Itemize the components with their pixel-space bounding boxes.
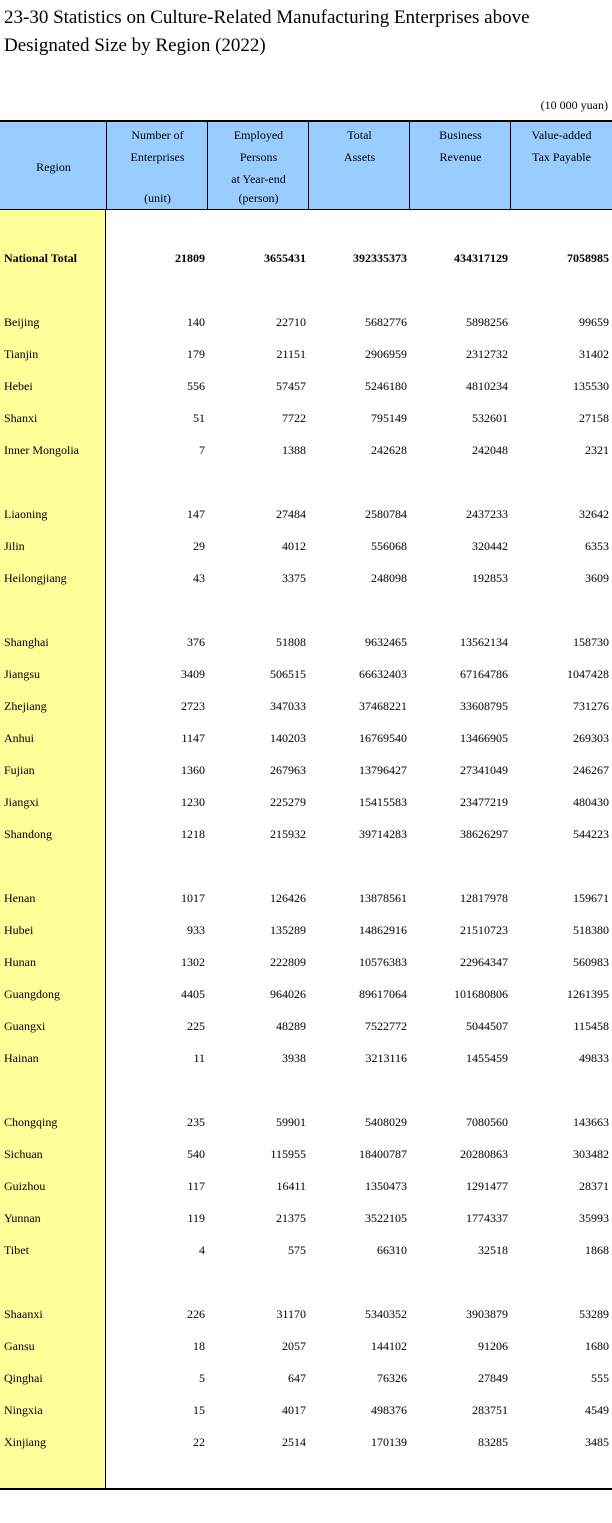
assets-cell: 498376	[371, 1403, 407, 1417]
assets-cell: 13878561	[359, 891, 407, 905]
assets-cell: 556068	[371, 539, 407, 553]
employed-cell: 2057	[282, 1339, 306, 1353]
revenue-cell: 91206	[478, 1339, 508, 1353]
employed-cell: 2514	[282, 1435, 306, 1449]
assets-cell: 392335373	[353, 251, 407, 265]
region-cell: Shanxi	[4, 411, 38, 425]
assets-cell: 1350473	[365, 1179, 407, 1193]
employed-cell: 222809	[270, 955, 306, 969]
tax-cell: 3485	[585, 1435, 609, 1449]
assets-cell: 248098	[371, 571, 407, 585]
tax-cell: 143663	[573, 1115, 609, 1129]
revenue-cell: 27849	[478, 1371, 508, 1385]
enterprises-cell: 15	[193, 1403, 205, 1417]
region-cell: Anhui	[4, 731, 34, 745]
revenue-cell: 5044507	[466, 1019, 508, 1033]
assets-cell: 16769540	[359, 731, 407, 745]
region-cell: Sichuan	[4, 1147, 43, 1161]
enterprises-cell: 119	[187, 1211, 205, 1225]
table-row	[0, 370, 612, 402]
tax-cell: 35993	[579, 1211, 609, 1225]
assets-cell: 13796427	[359, 763, 407, 777]
assets-cell: 37468221	[359, 699, 407, 713]
region-cell: Tibet	[4, 1243, 29, 1257]
header-revenue-line-2: Revenue	[439, 150, 482, 164]
enterprises-cell: 117	[187, 1179, 205, 1193]
table-row	[0, 722, 612, 754]
employed-cell: 126426	[270, 891, 306, 905]
tax-cell: 731276	[573, 699, 609, 713]
header-assets-line-2: Assets	[343, 150, 376, 164]
employed-cell: 1388	[282, 443, 306, 457]
tax-cell: 269303	[573, 731, 609, 745]
tax-cell: 246267	[573, 763, 609, 777]
region-cell: Beijing	[4, 315, 40, 329]
employed-cell: 964026	[270, 987, 306, 1001]
enterprises-cell: 1147	[181, 731, 205, 745]
employed-cell: 4017	[282, 1403, 306, 1417]
region-cell: Zhejiang	[4, 699, 47, 713]
header-assets-line-1: Total	[347, 128, 372, 142]
tax-cell: 1868	[585, 1243, 609, 1257]
table-row	[0, 978, 612, 1010]
tax-cell: 4549	[585, 1403, 609, 1417]
employed-cell: 22710	[276, 315, 306, 329]
table-row	[0, 1362, 612, 1394]
tax-cell: 135530	[573, 379, 609, 393]
tax-cell: 32642	[579, 507, 609, 521]
revenue-cell: 12817978	[460, 891, 508, 905]
table-row	[0, 690, 612, 722]
region-cell: Shandong	[4, 827, 52, 841]
table-row	[0, 1010, 612, 1042]
tax-cell: 6353	[585, 539, 609, 553]
enterprises-cell: 3409	[181, 667, 205, 681]
region-cell: Jiangxi	[4, 795, 39, 809]
region-cell: Ningxia	[4, 1403, 43, 1417]
enterprises-cell: 540	[187, 1147, 205, 1161]
enterprises-cell: 556	[187, 379, 205, 393]
tax-cell: 3609	[585, 571, 609, 585]
table-row	[0, 658, 612, 690]
tax-cell: 159671	[573, 891, 609, 905]
assets-cell: 18400787	[359, 1147, 407, 1161]
enterprises-cell: 22	[193, 1435, 205, 1449]
title-line-2: Designated Size by Region (2022)	[4, 35, 266, 56]
table-row	[0, 306, 612, 338]
revenue-cell: 283751	[472, 1403, 508, 1417]
employed-cell: 347033	[270, 699, 306, 713]
assets-cell: 9632465	[365, 635, 407, 649]
table-row	[0, 818, 612, 850]
tax-cell: 115458	[573, 1019, 609, 1033]
employed-cell: 7722	[282, 411, 306, 425]
table-row	[0, 338, 612, 370]
enterprises-cell: 1302	[181, 955, 205, 969]
revenue-cell: 83285	[478, 1435, 508, 1449]
table-row	[0, 626, 612, 658]
revenue-cell: 1774337	[466, 1211, 508, 1225]
employed-cell: 115955	[270, 1147, 306, 1161]
assets-cell: 5408029	[365, 1115, 407, 1129]
employed-cell: 51808	[276, 635, 306, 649]
employed-cell: 140203	[270, 731, 306, 745]
table-row	[0, 1394, 612, 1426]
revenue-cell: 101680806	[454, 987, 508, 1001]
title-line-1: 23-30 Statistics on Culture-Related Manufacturing Enterprises above	[4, 7, 530, 28]
page-title	[4, 4, 608, 60]
region-cell: Liaoning	[4, 507, 48, 521]
enterprises-cell: 147	[187, 507, 205, 521]
region-cell: Inner Mongolia	[4, 443, 79, 457]
region-cell: Henan	[4, 891, 36, 905]
table-row	[0, 914, 612, 946]
header-enterprises-unit: (unit)	[144, 191, 171, 205]
revenue-cell: 2312732	[466, 347, 508, 361]
region-cell: Guizhou	[4, 1179, 46, 1193]
enterprises-cell: 4405	[181, 987, 205, 1001]
assets-cell: 15415583	[359, 795, 407, 809]
employed-cell: 575	[288, 1243, 306, 1257]
enterprises-cell: 1230	[181, 795, 205, 809]
assets-cell: 3522105	[365, 1211, 407, 1225]
revenue-cell: 1455459	[466, 1051, 508, 1065]
tax-cell: 1047428	[567, 667, 609, 681]
header-employed	[207, 122, 309, 209]
enterprises-cell: 18	[193, 1339, 205, 1353]
revenue-cell: 5898256	[466, 315, 508, 329]
employed-cell: 3375	[282, 571, 306, 585]
revenue-cell: 320442	[472, 539, 508, 553]
region-cell: Tianjin	[4, 347, 39, 361]
employed-cell: 21375	[276, 1211, 306, 1225]
employed-cell: 267963	[270, 763, 306, 777]
assets-cell: 39714283	[359, 827, 407, 841]
assets-cell: 66310	[377, 1243, 407, 1257]
region-cell: Shaanxi	[4, 1307, 43, 1321]
tax-cell: 1261395	[567, 987, 609, 1001]
table-row	[0, 1234, 612, 1266]
tax-cell: 2321	[585, 443, 609, 457]
header-tax	[510, 122, 612, 209]
region-cell: Guangxi	[4, 1019, 46, 1033]
employed-cell: 4012	[282, 539, 306, 553]
header-enterprises-line-2: Enterprises	[130, 150, 185, 164]
table-row	[0, 530, 612, 562]
enterprises-cell: 225	[187, 1019, 205, 1033]
table-row	[0, 1042, 612, 1074]
tax-cell: 27158	[579, 411, 609, 425]
tax-cell: 28371	[579, 1179, 609, 1193]
revenue-cell: 7080560	[466, 1115, 508, 1129]
employed-cell: 16411	[276, 1179, 306, 1193]
region-cell: National Total	[4, 251, 78, 265]
region-cell: Hainan	[4, 1051, 39, 1065]
revenue-cell: 23477219	[460, 795, 508, 809]
revenue-cell: 22964347	[460, 955, 508, 969]
enterprises-cell: 51	[193, 411, 205, 425]
region-cell: Hubei	[4, 923, 34, 937]
assets-cell: 170139	[371, 1435, 407, 1449]
region-cell: Fujian	[4, 763, 35, 777]
revenue-cell: 3903879	[466, 1307, 508, 1321]
table-row	[0, 1170, 612, 1202]
region-cell: Qinghai	[4, 1371, 43, 1385]
employed-cell: 31170	[276, 1307, 306, 1321]
assets-cell: 144102	[371, 1339, 407, 1353]
enterprises-cell: 1360	[181, 763, 205, 777]
table-row	[0, 946, 612, 978]
region-cell: Jiangsu	[4, 667, 40, 681]
revenue-cell: 38626297	[460, 827, 508, 841]
employed-cell: 506515	[270, 667, 306, 681]
assets-cell: 3213116	[365, 1051, 407, 1065]
header-employed-line-3: at Year-end	[231, 172, 286, 186]
assets-cell: 10576383	[359, 955, 407, 969]
employed-cell: 3938	[282, 1051, 306, 1065]
revenue-cell: 13466905	[460, 731, 508, 745]
enterprises-cell: 7	[199, 443, 205, 457]
enterprises-cell: 29	[193, 539, 205, 553]
enterprises-cell: 43	[193, 571, 205, 585]
revenue-cell: 20280863	[460, 1147, 508, 1161]
enterprises-cell: 1218	[181, 827, 205, 841]
assets-cell: 66632403	[359, 667, 407, 681]
assets-cell: 89617064	[359, 987, 407, 1001]
revenue-cell: 13562134	[460, 635, 508, 649]
tax-cell: 544223	[573, 827, 609, 841]
revenue-cell: 32518	[478, 1243, 508, 1257]
region-cell: Shanghai	[4, 635, 49, 649]
employed-cell: 225279	[270, 795, 306, 809]
tax-cell: 158730	[573, 635, 609, 649]
header-region: Region	[36, 160, 71, 174]
region-cell: Gansu	[4, 1339, 35, 1353]
revenue-cell: 33608795	[460, 699, 508, 713]
enterprises-cell: 226	[187, 1307, 205, 1321]
table-row	[0, 402, 612, 434]
region-cell: Heilongjiang	[4, 571, 67, 585]
employed-cell: 59901	[276, 1115, 306, 1129]
enterprises-cell: 179	[187, 347, 205, 361]
region-cell: Yunnan	[4, 1211, 41, 1225]
revenue-cell: 2437233	[466, 507, 508, 521]
employed-cell: 135289	[270, 923, 306, 937]
table-row	[0, 498, 612, 530]
revenue-cell: 242048	[472, 443, 508, 457]
tax-cell: 1680	[585, 1339, 609, 1353]
region-cell: Jilin	[4, 539, 25, 553]
revenue-cell: 67164786	[460, 667, 508, 681]
assets-cell: 7522772	[365, 1019, 407, 1033]
employed-cell: 27484	[276, 507, 306, 521]
table-row	[0, 1202, 612, 1234]
table-row	[0, 562, 612, 594]
tax-cell: 518380	[573, 923, 609, 937]
employed-cell: 3655431	[264, 251, 306, 265]
header-employed-line-2: Persons	[239, 150, 278, 164]
revenue-cell: 1291477	[466, 1179, 508, 1193]
table-bottom-rule	[0, 1488, 612, 1490]
table-row	[0, 1106, 612, 1138]
region-cell: Chongqing	[4, 1115, 58, 1129]
header-tax-line-2: Tax Payable	[532, 150, 591, 164]
assets-cell: 795149	[371, 411, 407, 425]
table-row	[0, 1330, 612, 1362]
revenue-cell: 4810234	[466, 379, 508, 393]
enterprises-cell: 235	[187, 1115, 205, 1129]
employed-cell: 48289	[276, 1019, 306, 1033]
assets-cell: 14862916	[359, 923, 407, 937]
unit-note: (10 000 yuan)	[540, 98, 608, 112]
assets-cell: 5682776	[365, 315, 407, 329]
header-employed-unit: (person)	[238, 191, 279, 205]
employed-cell: 57457	[276, 379, 306, 393]
table-row	[0, 786, 612, 818]
tax-cell: 99659	[579, 315, 609, 329]
tax-cell: 7058985	[567, 251, 609, 265]
tax-cell: 560983	[573, 955, 609, 969]
enterprises-cell: 11	[193, 1051, 205, 1065]
table-row	[0, 1426, 612, 1458]
assets-cell: 242628	[371, 443, 407, 457]
revenue-cell: 192853	[472, 571, 508, 585]
header-revenue	[409, 122, 511, 209]
enterprises-cell: 2723	[181, 699, 205, 713]
enterprises-cell: 933	[187, 923, 205, 937]
employed-cell: 21151	[276, 347, 306, 361]
employed-cell: 647	[288, 1371, 306, 1385]
tax-cell: 31402	[579, 347, 609, 361]
enterprises-cell: 140	[187, 315, 205, 329]
enterprises-cell: 376	[187, 635, 205, 649]
revenue-cell: 27341049	[460, 763, 508, 777]
assets-cell: 5246180	[365, 379, 407, 393]
assets-cell: 2580784	[365, 507, 407, 521]
revenue-cell: 21510723	[460, 923, 508, 937]
header-enterprises	[106, 122, 208, 209]
header-enterprises-line-1: Number of	[131, 128, 184, 142]
table-row	[0, 754, 612, 786]
table-header	[0, 120, 612, 210]
statistics-table	[0, 120, 612, 1449]
table-row	[0, 434, 612, 466]
region-cell: Hebei	[4, 379, 33, 393]
region-cell: Guangdong	[4, 987, 60, 1001]
table-row	[0, 1298, 612, 1330]
tax-cell: 49833	[579, 1051, 609, 1065]
assets-cell: 76326	[377, 1371, 407, 1385]
tax-cell: 480430	[573, 795, 609, 809]
tax-cell: 303482	[573, 1147, 609, 1161]
header-assets	[308, 122, 410, 209]
assets-cell: 2906959	[365, 347, 407, 361]
table-row-national-total	[0, 242, 612, 274]
table-row	[0, 882, 612, 914]
header-tax-line-1: Value-added	[531, 128, 592, 142]
enterprises-cell: 21809	[175, 251, 205, 265]
region-cell: Hunan	[4, 955, 36, 969]
employed-cell: 215932	[270, 827, 306, 841]
assets-cell: 5340352	[365, 1307, 407, 1321]
tax-cell: 555	[591, 1371, 609, 1385]
header-employed-line-1: Employed	[233, 128, 284, 142]
table-row	[0, 1138, 612, 1170]
enterprises-cell: 5	[199, 1371, 205, 1385]
header-revenue-line-1: Business	[439, 128, 482, 142]
revenue-cell: 434317129	[454, 251, 508, 265]
revenue-cell: 532601	[472, 411, 508, 425]
enterprises-cell: 4	[199, 1243, 205, 1257]
enterprises-cell: 1017	[181, 891, 205, 905]
tax-cell: 53289	[579, 1307, 609, 1321]
region-cell: Xinjiang	[4, 1435, 46, 1449]
